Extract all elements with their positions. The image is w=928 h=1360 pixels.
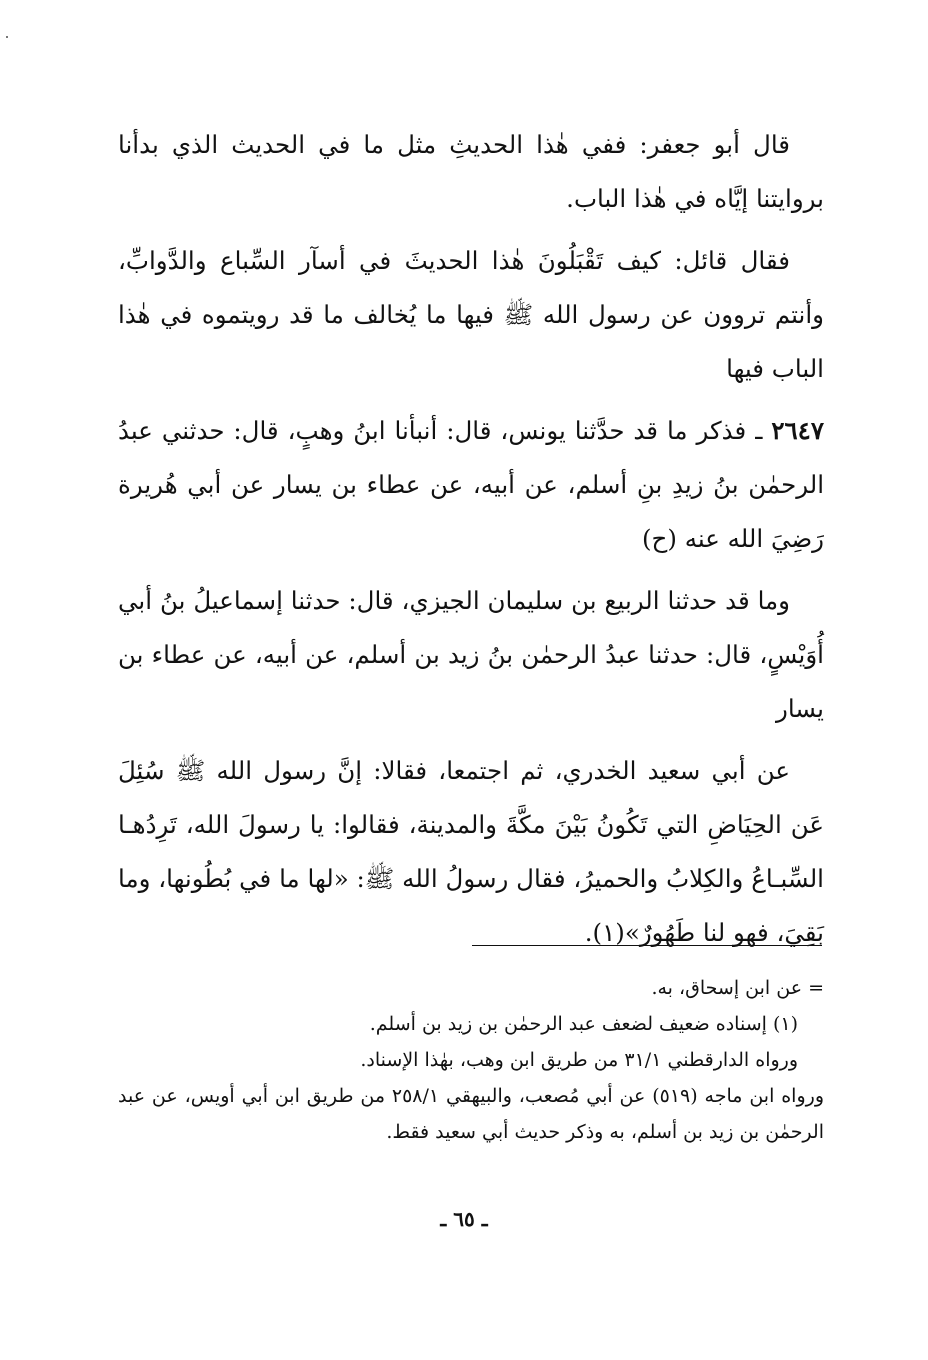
paragraph-second-chain: وما قد حدثنا الربيع بن سليمان الجيزي، قال: حدثنا إسماعيلُ بنُ أبي أُوَيْسٍ، قال: حدثنا عبدُ الرحمٰن بنُ زيد بن أسلم، عن أبيه، عن عطاء بن يسار [118, 586, 824, 723]
footnote-separator [472, 945, 822, 946]
paragraph-objection: فقال قائل: كيف تَقْبَلُونَ هٰذا الحديثَ في أسآر السِّباع والدَّوابِّ، وأنتم تروون عن رسول الله ﷺ فيها ما يُخالف ما قد رويتموه في هٰذا الباب فيها [118, 246, 824, 383]
paragraph-hadith-matn: عن أبي سعيد الخدري، ثم اجتمعا، فقالا: إنَّ رسول الله ﷺ سُئِلَ عَن الحِيَاضِ التي تَكُونُ بَيْنَ مكَّةَ والمدينة، فقالوا: يا رسولَ الله، تَرِدُهـا السِّبـاعُ والكِلابُ والحميرُ، فقال رسولُ الله ﷺ: «لها ما في بُطُونها، وما بَقِيَ، فهو لنا طَهُورٌ»(١). [118, 756, 824, 947]
hadith-2647 [118, 404, 824, 566]
scan-speck [6, 36, 8, 38]
footnote-continuation: = عن ابن إسحاق، به. [651, 977, 824, 999]
hadith-number: ٢٦٤٧ [771, 416, 824, 445]
page-number: ـ ٦٥ ـ [440, 1207, 488, 1231]
main-text [118, 118, 824, 968]
footnote-daraqutni: ورواه الدارقطني ٣١/١ من طريق ابن وهب، بهٰذا الإسناد. [360, 1049, 798, 1071]
paragraph-abu-jafar: قال أبو جعفر: ففي هٰذا الحديثِ مثل ما في الحديث الذي بدأنا بروايتنا إيَّاه في هٰذا الباب. [118, 130, 824, 213]
footnote-ibn-majah: ورواه ابن ماجه (٥١٩) عن أبي مُصعب، والبيهقي ٢٥٨/١ من طريق ابن أبي أويس، عن عبد الرحمٰن بن زيد بن أسلم، به وذكر حديث أبي سعيد فقط. [118, 1085, 824, 1143]
footnote-1: (١) إسناده ضعيف لضعف عبد الرحمٰن بن زيد بن أسلم. [369, 1013, 798, 1035]
footnotes [118, 970, 824, 1150]
hadith-2647-text: ـ فذكر ما قد حدَّثنا يونس، قال: أنبأنا ابنُ وهبٍ، قال: حدثني عبدُ الرحمٰن بنُ زيدِ بنِ أسلم، عن أبيه، عن عطاء بن يسار عن أبي هُريرة رَضِيَ الله عنه (ح) [118, 416, 824, 553]
